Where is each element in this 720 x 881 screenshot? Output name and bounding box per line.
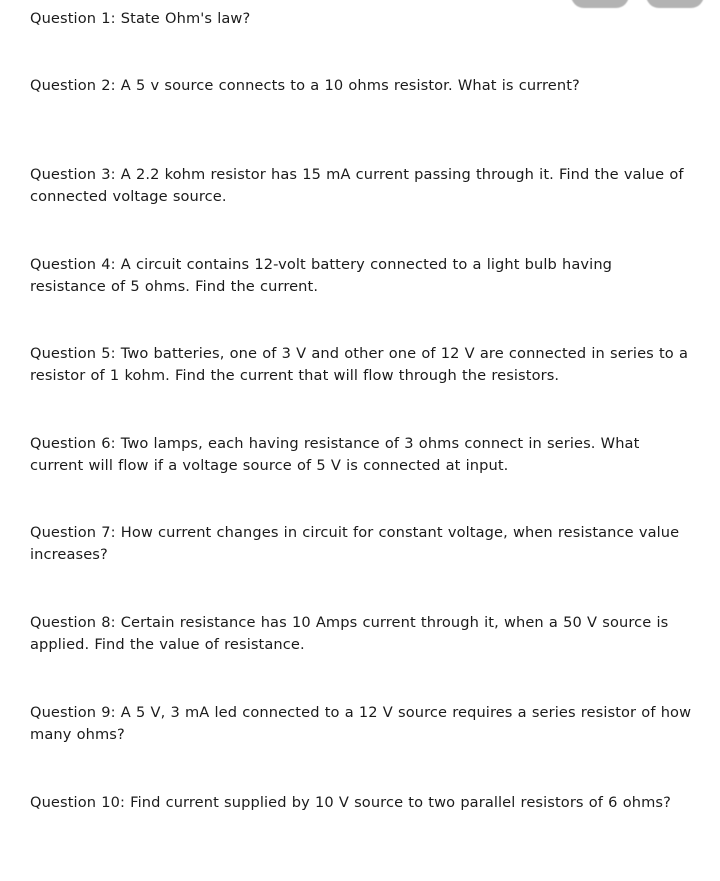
question-text-5: Question 5: Two batteries, one of 3 V and other one of 12 V are connected in series to a resistor of 1 kohm. Find the current that will flow through the resistors. xyxy=(30,345,689,384)
question-item-10 xyxy=(30,792,710,814)
question-item-1 xyxy=(30,8,430,30)
question-item-4 xyxy=(30,254,692,298)
question-text-8: Question 8: Certain resistance has 10 Amps current through it, when a 50 V source is applied. Find the value of resistance. xyxy=(30,614,669,653)
question-text-10: Question 10: Find current supplied by 10 V source to two parallel resistors of 6 ohms? xyxy=(30,794,671,811)
question-text-4: Question 4: A circuit contains 12-volt battery connected to a light bulb having resistance of 5 ohms. Find the current. xyxy=(30,256,613,295)
question-item-5 xyxy=(30,343,692,387)
question-text-7: Question 7: How current changes in circuit for constant voltage, when resistance value increases? xyxy=(30,524,680,563)
question-text-6: Question 6: Two lamps, each having resistance of 3 ohms connect in series. What current will flow if a voltage source of 5 V is connected at input. xyxy=(30,435,640,474)
question-text-1: Question 1: State Ohm's law? xyxy=(30,10,251,27)
question-item-8 xyxy=(30,612,692,656)
pill-button-right[interactable] xyxy=(646,0,704,8)
question-item-9 xyxy=(30,702,692,746)
question-text-3: Question 3: A 2.2 kohm resistor has 15 mA current passing through it. Find the value of connected voltage source. xyxy=(30,166,684,205)
question-item-6 xyxy=(30,433,692,477)
question-item-7 xyxy=(30,522,692,566)
pill-button-left[interactable] xyxy=(571,0,629,8)
question-text-9: Question 9: A 5 V, 3 mA led connected to a 12 V source requires a series resistor of how many ohms? xyxy=(30,704,692,743)
question-text-2: Question 2: A 5 v source connects to a 10 ohms resistor. What is current? xyxy=(30,77,580,94)
question-item-2 xyxy=(30,75,630,97)
question-item-3 xyxy=(30,164,692,208)
